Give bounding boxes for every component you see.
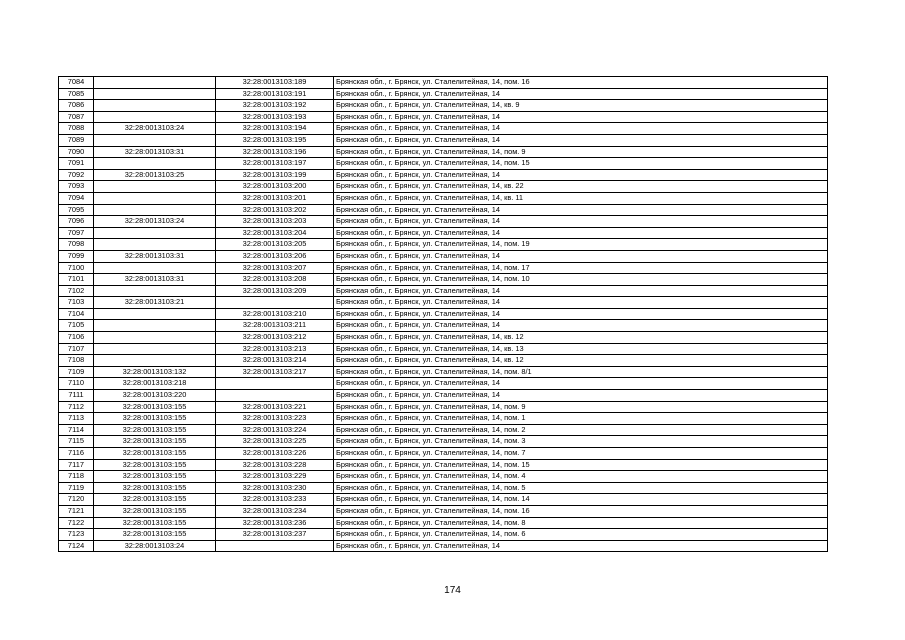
parent-cadastral-cell: 32:28:0013103:24 xyxy=(94,123,216,135)
table-row xyxy=(59,436,828,448)
address-cell: Брянская обл., г. Брянск, ул. Сталелитейная, 14, пом. 5 xyxy=(334,482,828,494)
cadastral-number-cell: 32:28:0013103:201 xyxy=(216,192,334,204)
address-cell: Брянская обл., г. Брянск, ул. Сталелитейная, 14, пом. 15 xyxy=(334,459,828,471)
address-cell: Брянская обл., г. Брянск, ул. Сталелитейная, 14 xyxy=(334,378,828,390)
parent-cadastral-cell: 32:28:0013103:155 xyxy=(94,505,216,517)
table-row xyxy=(59,320,828,332)
table-row xyxy=(59,77,828,89)
address-cell: Брянская обл., г. Брянск, ул. Сталелитейная, 14 xyxy=(334,216,828,228)
parent-cadastral-cell xyxy=(94,262,216,274)
table-row xyxy=(59,448,828,460)
address-cell: Брянская обл., г. Брянск, ул. Сталелитейная, 14, кв. 13 xyxy=(334,343,828,355)
table-row xyxy=(59,378,828,390)
parent-cadastral-cell xyxy=(94,332,216,344)
table-row xyxy=(59,169,828,181)
parent-cadastral-cell: 32:28:0013103:155 xyxy=(94,459,216,471)
table-row xyxy=(59,216,828,228)
cadastral-number-cell xyxy=(216,540,334,552)
address-cell: Брянская обл., г. Брянск, ул. Сталелитейная, 14, кв. 11 xyxy=(334,192,828,204)
cadastral-number-cell: 32:28:0013103:208 xyxy=(216,274,334,286)
address-cell: Брянская обл., г. Брянск, ул. Сталелитейная, 14 xyxy=(334,169,828,181)
row-number-cell: 7120 xyxy=(59,494,94,506)
address-cell: Брянская обл., г. Брянск, ул. Сталелитейная, 14, кв. 12 xyxy=(334,332,828,344)
table-row xyxy=(59,134,828,146)
row-number-cell: 7095 xyxy=(59,204,94,216)
address-cell: Брянская обл., г. Брянск, ул. Сталелитейная, 14, пом. 2 xyxy=(334,424,828,436)
row-number-cell: 7102 xyxy=(59,285,94,297)
parent-cadastral-cell xyxy=(94,239,216,251)
address-cell: Брянская обл., г. Брянск, ул. Сталелитейная, 14, пом. 17 xyxy=(334,262,828,274)
row-number-cell: 7124 xyxy=(59,540,94,552)
cadastral-number-cell: 32:28:0013103:199 xyxy=(216,169,334,181)
table-row xyxy=(59,459,828,471)
parent-cadastral-cell xyxy=(94,111,216,123)
row-number-cell: 7109 xyxy=(59,366,94,378)
parent-cadastral-cell: 32:28:0013103:132 xyxy=(94,366,216,378)
address-cell: Брянская обл., г. Брянск, ул. Сталелитейная, 14, пом. 9 xyxy=(334,146,828,158)
address-cell: Брянская обл., г. Брянск, ул. Сталелитейная, 14 xyxy=(334,123,828,135)
row-number-cell: 7104 xyxy=(59,308,94,320)
address-cell: Брянская обл., г. Брянск, ул. Сталелитейная, 14 xyxy=(334,285,828,297)
parent-cadastral-cell: 32:28:0013103:220 xyxy=(94,390,216,402)
row-number-cell: 7123 xyxy=(59,529,94,541)
cadastral-number-cell: 32:28:0013103:205 xyxy=(216,239,334,251)
row-number-cell: 7114 xyxy=(59,424,94,436)
address-cell: Брянская обл., г. Брянск, ул. Сталелитейная, 14 xyxy=(334,204,828,216)
row-number-cell: 7101 xyxy=(59,274,94,286)
table-row xyxy=(59,424,828,436)
table-row xyxy=(59,227,828,239)
cadastral-number-cell: 32:28:0013103:195 xyxy=(216,134,334,146)
cadastral-number-cell: 32:28:0013103:226 xyxy=(216,448,334,460)
row-number-cell: 7105 xyxy=(59,320,94,332)
table-row xyxy=(59,146,828,158)
row-number-cell: 7117 xyxy=(59,459,94,471)
parent-cadastral-cell xyxy=(94,204,216,216)
table-row xyxy=(59,413,828,425)
parent-cadastral-cell xyxy=(94,343,216,355)
row-number-cell: 7086 xyxy=(59,100,94,112)
cadastral-number-cell: 32:28:0013103:206 xyxy=(216,250,334,262)
row-number-cell: 7110 xyxy=(59,378,94,390)
parent-cadastral-cell xyxy=(94,192,216,204)
table-row xyxy=(59,100,828,112)
address-cell: Брянская обл., г. Брянск, ул. Сталелитейная, 14, пом. 8 xyxy=(334,517,828,529)
parent-cadastral-cell xyxy=(94,100,216,112)
registry-table-body xyxy=(59,77,828,552)
parent-cadastral-cell: 32:28:0013103:155 xyxy=(94,448,216,460)
cadastral-registry-table xyxy=(58,76,828,552)
table-row xyxy=(59,540,828,552)
cadastral-number-cell: 32:28:0013103:224 xyxy=(216,424,334,436)
row-number-cell: 7090 xyxy=(59,146,94,158)
address-cell: Брянская обл., г. Брянск, ул. Сталелитейная, 14, пом. 6 xyxy=(334,529,828,541)
parent-cadastral-cell: 32:28:0013103:21 xyxy=(94,297,216,309)
cadastral-number-cell: 32:28:0013103:192 xyxy=(216,100,334,112)
parent-cadastral-cell: 32:28:0013103:31 xyxy=(94,146,216,158)
parent-cadastral-cell: 32:28:0013103:24 xyxy=(94,540,216,552)
row-number-cell: 7100 xyxy=(59,262,94,274)
address-cell: Брянская обл., г. Брянск, ул. Сталелитейная, 14 xyxy=(334,227,828,239)
row-number-cell: 7099 xyxy=(59,250,94,262)
row-number-cell: 7119 xyxy=(59,482,94,494)
address-cell: Брянская обл., г. Брянск, ул. Сталелитейная, 14 xyxy=(334,111,828,123)
cadastral-number-cell: 32:28:0013103:233 xyxy=(216,494,334,506)
table-row xyxy=(59,181,828,193)
parent-cadastral-cell: 32:28:0013103:155 xyxy=(94,424,216,436)
cadastral-number-cell: 32:28:0013103:207 xyxy=(216,262,334,274)
cadastral-number-cell: 32:28:0013103:213 xyxy=(216,343,334,355)
parent-cadastral-cell: 32:28:0013103:155 xyxy=(94,413,216,425)
parent-cadastral-cell xyxy=(94,285,216,297)
page-number: 174 xyxy=(444,585,461,596)
address-cell: Брянская обл., г. Брянск, ул. Сталелитейная, 14, пом. 19 xyxy=(334,239,828,251)
parent-cadastral-cell: 32:28:0013103:218 xyxy=(94,378,216,390)
table-row xyxy=(59,204,828,216)
row-number-cell: 7096 xyxy=(59,216,94,228)
parent-cadastral-cell: 32:28:0013103:31 xyxy=(94,250,216,262)
cadastral-number-cell: 32:28:0013103:236 xyxy=(216,517,334,529)
row-number-cell: 7111 xyxy=(59,390,94,402)
cadastral-number-cell xyxy=(216,390,334,402)
table-row xyxy=(59,401,828,413)
row-number-cell: 7106 xyxy=(59,332,94,344)
address-cell: Брянская обл., г. Брянск, ул. Сталелитейная, 14, кв. 9 xyxy=(334,100,828,112)
cadastral-number-cell: 32:28:0013103:214 xyxy=(216,355,334,367)
address-cell: Брянская обл., г. Брянск, ул. Сталелитейная, 14, пом. 1 xyxy=(334,413,828,425)
parent-cadastral-cell: 32:28:0013103:155 xyxy=(94,482,216,494)
table-row xyxy=(59,88,828,100)
parent-cadastral-cell: 32:28:0013103:155 xyxy=(94,401,216,413)
cadastral-number-cell: 32:28:0013103:211 xyxy=(216,320,334,332)
cadastral-number-cell: 32:28:0013103:202 xyxy=(216,204,334,216)
parent-cadastral-cell xyxy=(94,355,216,367)
cadastral-number-cell: 32:28:0013103:203 xyxy=(216,216,334,228)
row-number-cell: 7121 xyxy=(59,505,94,517)
address-cell: Брянская обл., г. Брянск, ул. Сталелитейная, 14, пом. 7 xyxy=(334,448,828,460)
parent-cadastral-cell xyxy=(94,308,216,320)
address-cell: Брянская обл., г. Брянск, ул. Сталелитейная, 14, пом. 8/1 xyxy=(334,366,828,378)
row-number-cell: 7112 xyxy=(59,401,94,413)
table-row xyxy=(59,343,828,355)
table-row xyxy=(59,471,828,483)
cadastral-number-cell: 32:28:0013103:193 xyxy=(216,111,334,123)
parent-cadastral-cell xyxy=(94,320,216,332)
address-cell: Брянская обл., г. Брянск, ул. Сталелитейная, 14, пом. 3 xyxy=(334,436,828,448)
address-cell: Брянская обл., г. Брянск, ул. Сталелитейная, 14, пом. 14 xyxy=(334,494,828,506)
row-number-cell: 7115 xyxy=(59,436,94,448)
address-cell: Брянская обл., г. Брянск, ул. Сталелитейная, 14 xyxy=(334,134,828,146)
cadastral-number-cell xyxy=(216,378,334,390)
row-number-cell: 7122 xyxy=(59,517,94,529)
cadastral-number-cell: 32:28:0013103:237 xyxy=(216,529,334,541)
table-row xyxy=(59,262,828,274)
row-number-cell: 7113 xyxy=(59,413,94,425)
table-row xyxy=(59,482,828,494)
cadastral-number-cell: 32:28:0013103:191 xyxy=(216,88,334,100)
row-number-cell: 7094 xyxy=(59,192,94,204)
table-row xyxy=(59,308,828,320)
parent-cadastral-cell xyxy=(94,88,216,100)
cadastral-number-cell: 32:28:0013103:225 xyxy=(216,436,334,448)
row-number-cell: 7087 xyxy=(59,111,94,123)
table-row xyxy=(59,123,828,135)
table-row xyxy=(59,355,828,367)
cadastral-number-cell: 32:28:0013103:229 xyxy=(216,471,334,483)
address-cell: Брянская обл., г. Брянск, ул. Сталелитейная, 14 xyxy=(334,540,828,552)
table-row xyxy=(59,505,828,517)
row-number-cell: 7108 xyxy=(59,355,94,367)
table-row xyxy=(59,297,828,309)
table-row xyxy=(59,285,828,297)
cadastral-number-cell: 32:28:0013103:189 xyxy=(216,77,334,89)
address-cell: Брянская обл., г. Брянск, ул. Сталелитейная, 14 xyxy=(334,390,828,402)
table-row xyxy=(59,494,828,506)
row-number-cell: 7089 xyxy=(59,134,94,146)
address-cell: Брянская обл., г. Брянск, ул. Сталелитейная, 14, пом. 15 xyxy=(334,158,828,170)
address-cell: Брянская обл., г. Брянск, ул. Сталелитейная, 14 xyxy=(334,88,828,100)
parent-cadastral-cell xyxy=(94,181,216,193)
row-number-cell: 7097 xyxy=(59,227,94,239)
cadastral-number-cell: 32:28:0013103:210 xyxy=(216,308,334,320)
address-cell: Брянская обл., г. Брянск, ул. Сталелитейная, 14, пом. 10 xyxy=(334,274,828,286)
cadastral-number-cell: 32:28:0013103:196 xyxy=(216,146,334,158)
table-row xyxy=(59,366,828,378)
address-cell: Брянская обл., г. Брянск, ул. Сталелитейная, 14 xyxy=(334,250,828,262)
row-number-cell: 7093 xyxy=(59,181,94,193)
cadastral-number-cell: 32:28:0013103:228 xyxy=(216,459,334,471)
row-number-cell: 7091 xyxy=(59,158,94,170)
address-cell: Брянская обл., г. Брянск, ул. Сталелитейная, 14, кв. 22 xyxy=(334,181,828,193)
table-row xyxy=(59,192,828,204)
table-row xyxy=(59,274,828,286)
parent-cadastral-cell: 32:28:0013103:155 xyxy=(94,494,216,506)
parent-cadastral-cell: 32:28:0013103:25 xyxy=(94,169,216,181)
parent-cadastral-cell: 32:28:0013103:24 xyxy=(94,216,216,228)
address-cell: Брянская обл., г. Брянск, ул. Сталелитейная, 14, пом. 9 xyxy=(334,401,828,413)
table-row xyxy=(59,239,828,251)
address-cell: Брянская обл., г. Брянск, ул. Сталелитейная, 14 xyxy=(334,297,828,309)
cadastral-number-cell: 32:28:0013103:197 xyxy=(216,158,334,170)
row-number-cell: 7084 xyxy=(59,77,94,89)
row-number-cell: 7107 xyxy=(59,343,94,355)
cadastral-number-cell: 32:28:0013103:234 xyxy=(216,505,334,517)
cadastral-number-cell: 32:28:0013103:194 xyxy=(216,123,334,135)
table-row xyxy=(59,111,828,123)
row-number-cell: 7118 xyxy=(59,471,94,483)
table-row xyxy=(59,390,828,402)
row-number-cell: 7085 xyxy=(59,88,94,100)
cadastral-number-cell: 32:28:0013103:212 xyxy=(216,332,334,344)
table-row xyxy=(59,158,828,170)
cadastral-number-cell xyxy=(216,297,334,309)
row-number-cell: 7092 xyxy=(59,169,94,181)
table-row xyxy=(59,529,828,541)
cadastral-number-cell: 32:28:0013103:217 xyxy=(216,366,334,378)
parent-cadastral-cell xyxy=(94,227,216,239)
cadastral-number-cell: 32:28:0013103:209 xyxy=(216,285,334,297)
row-number-cell: 7116 xyxy=(59,448,94,460)
cadastral-number-cell: 32:28:0013103:223 xyxy=(216,413,334,425)
table-row xyxy=(59,250,828,262)
table-row xyxy=(59,332,828,344)
cadastral-number-cell: 32:28:0013103:230 xyxy=(216,482,334,494)
address-cell: Брянская обл., г. Брянск, ул. Сталелитейная, 14 xyxy=(334,320,828,332)
parent-cadastral-cell xyxy=(94,134,216,146)
parent-cadastral-cell: 32:28:0013103:31 xyxy=(94,274,216,286)
address-cell: Брянская обл., г. Брянск, ул. Сталелитейная, 14 xyxy=(334,308,828,320)
cadastral-number-cell: 32:28:0013103:221 xyxy=(216,401,334,413)
address-cell: Брянская обл., г. Брянск, ул. Сталелитейная, 14, кв. 12 xyxy=(334,355,828,367)
address-cell: Брянская обл., г. Брянск, ул. Сталелитейная, 14, пом. 16 xyxy=(334,505,828,517)
address-cell: Брянская обл., г. Брянск, ул. Сталелитейная, 14, пом. 4 xyxy=(334,471,828,483)
parent-cadastral-cell: 32:28:0013103:155 xyxy=(94,517,216,529)
row-number-cell: 7088 xyxy=(59,123,94,135)
row-number-cell: 7103 xyxy=(59,297,94,309)
cadastral-number-cell: 32:28:0013103:200 xyxy=(216,181,334,193)
parent-cadastral-cell: 32:28:0013103:155 xyxy=(94,471,216,483)
parent-cadastral-cell xyxy=(94,77,216,89)
table-row xyxy=(59,517,828,529)
parent-cadastral-cell: 32:28:0013103:155 xyxy=(94,529,216,541)
parent-cadastral-cell xyxy=(94,158,216,170)
row-number-cell: 7098 xyxy=(59,239,94,251)
parent-cadastral-cell: 32:28:0013103:155 xyxy=(94,436,216,448)
address-cell: Брянская обл., г. Брянск, ул. Сталелитейная, 14, пом. 16 xyxy=(334,77,828,89)
cadastral-number-cell: 32:28:0013103:204 xyxy=(216,227,334,239)
